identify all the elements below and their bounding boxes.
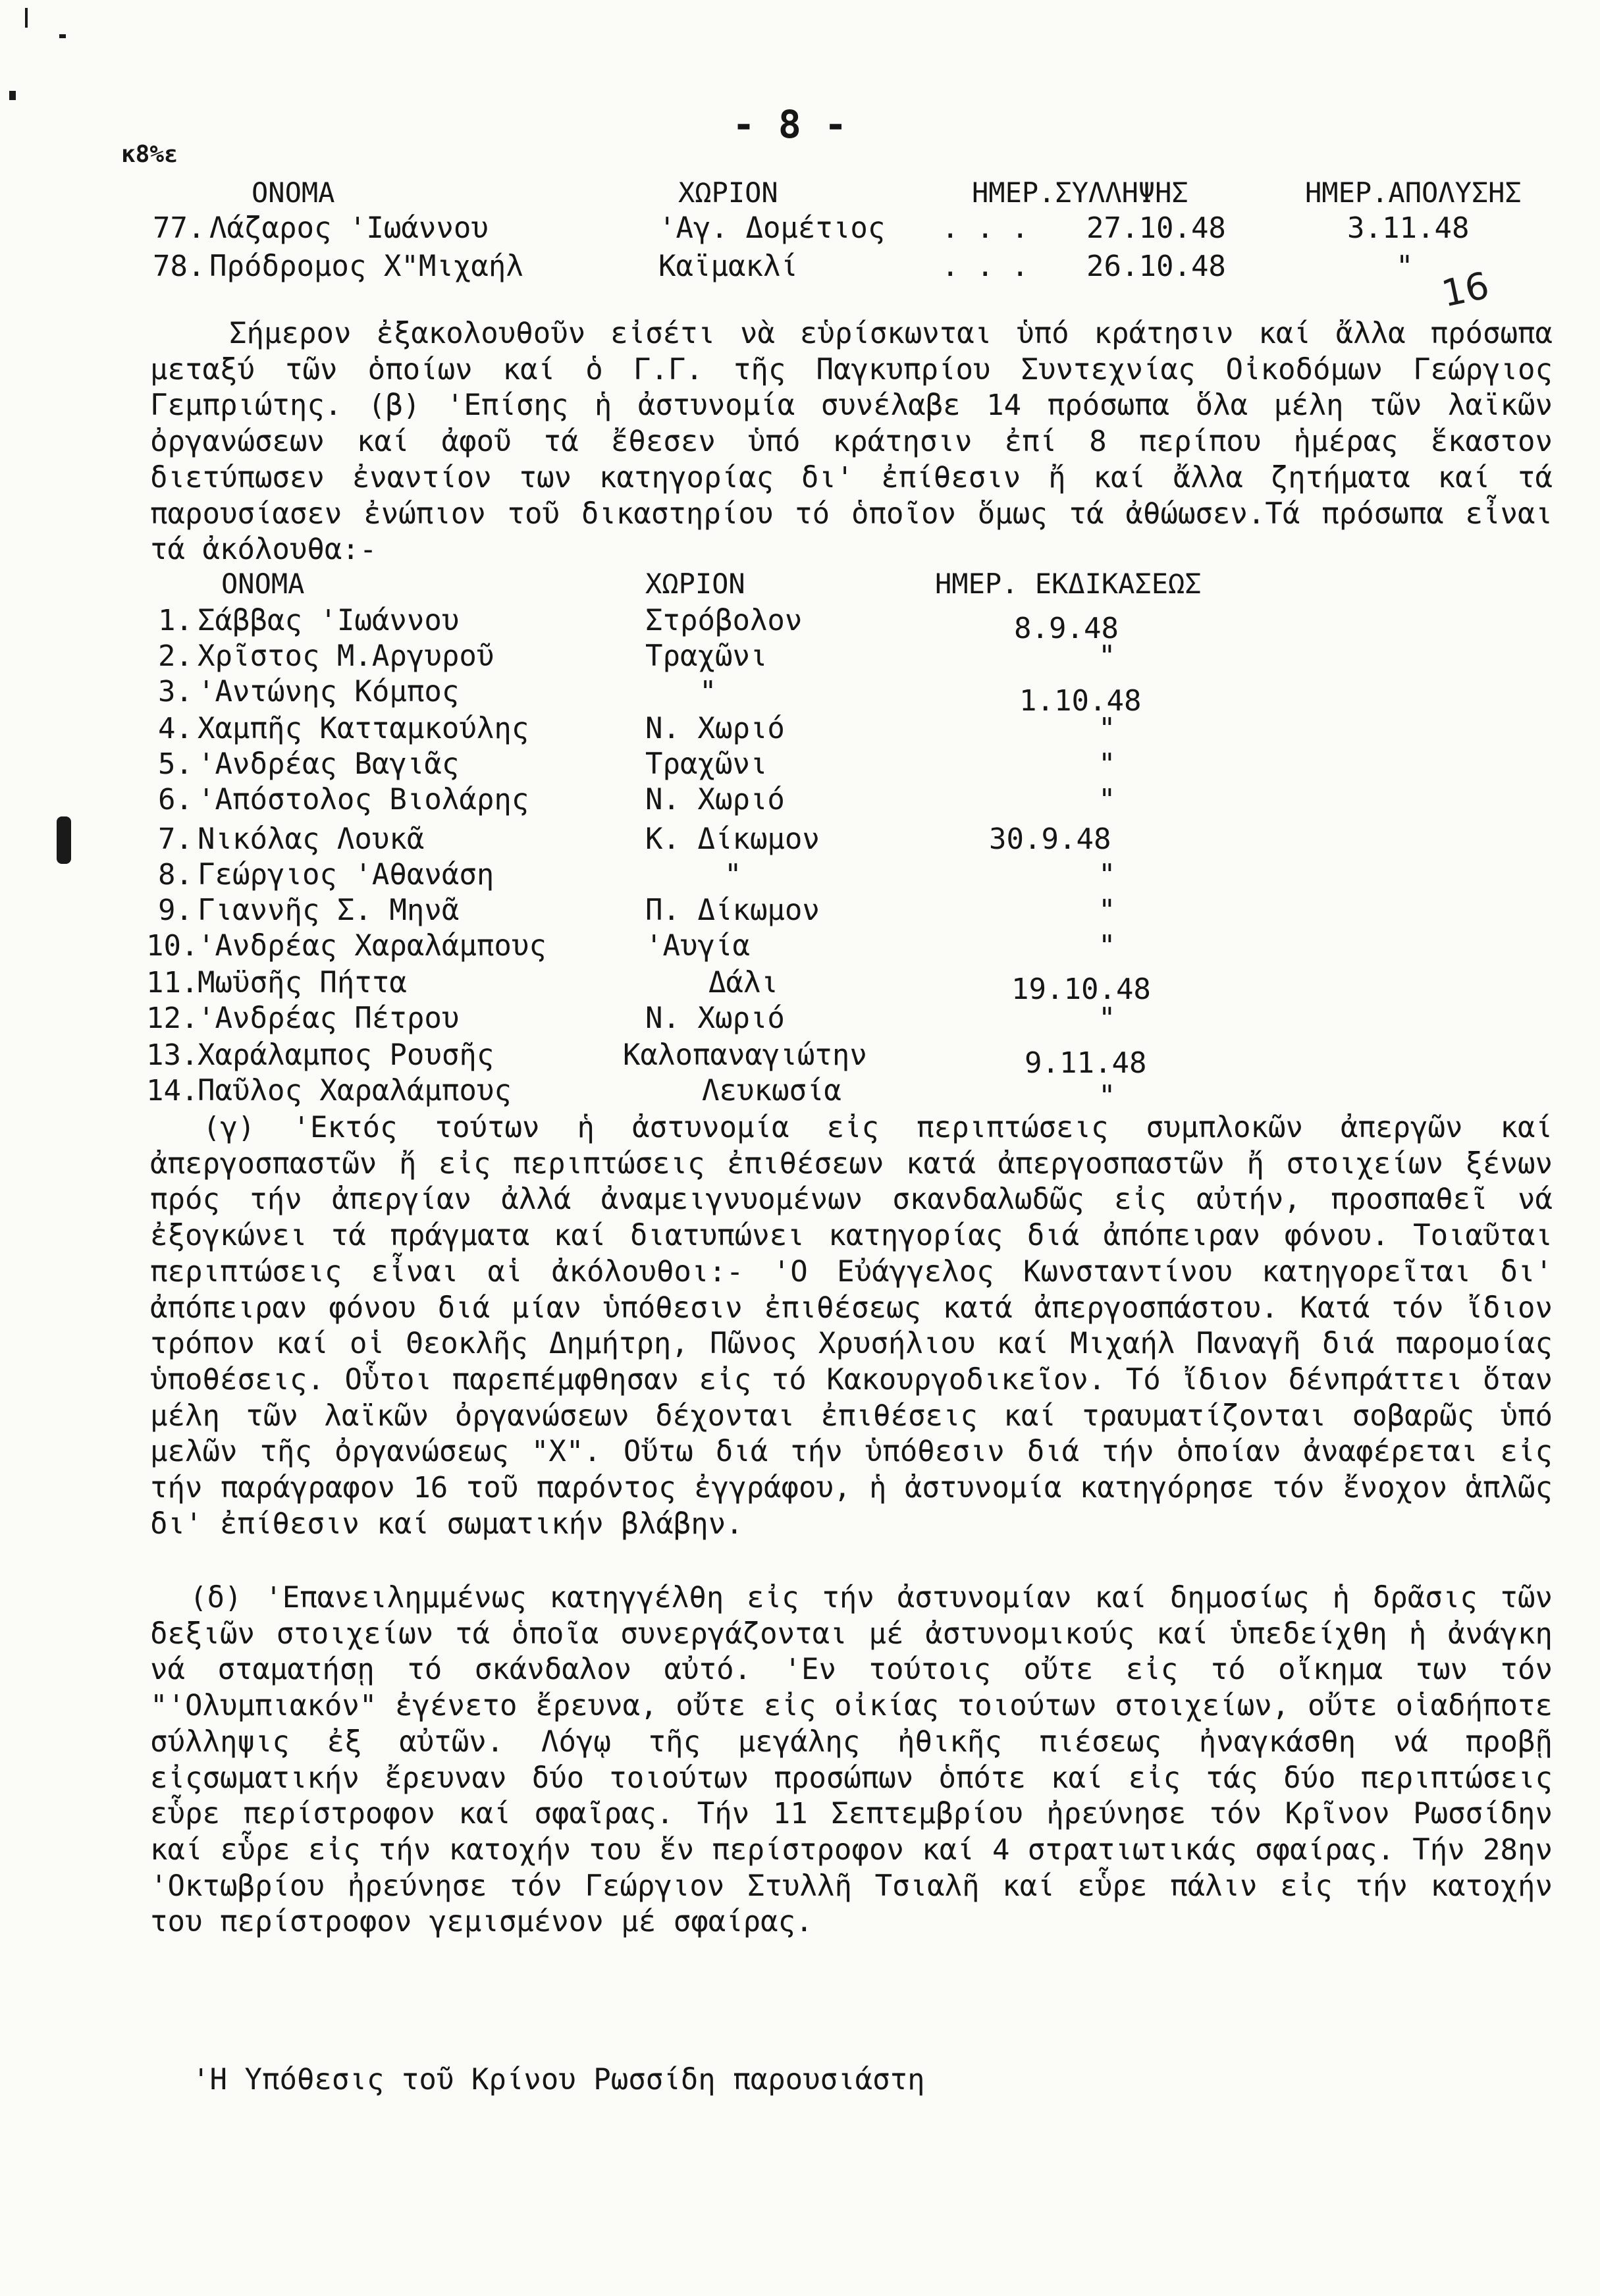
village: Καλοπαναγιώτην [623,1038,867,1072]
row-number: 5. [158,747,193,781]
person-name: Γεώργιος 'Αθανάση [198,858,494,892]
paragraph-detentions: Σήμερον ἐξακολουθοῦν εἰσέτι νὰ εὑρίσκωνται ὑπό κράτησιν καί ἄλλα πρόσωπα μεταξύ τῶν ὁποίων καί ὁ Γ.Γ. τῆς Παγκυπρίου Συντεχνίας Οἰκοδόμων Γεώργιος Γεμπριώτης. (β) 'Επίσης ἡ ἀστυνομία συνέλαβε 14 πρόσωπα ὅλα μέλη τῶν λαϊκῶν ὀργανώσεων καί ἀφοῦ τά ἔθεσεν ὑπό κράτησιν ἐπί 8 περίπου ἡμέρας ἕκαστον διετύπωσεν ἐναντίον των κατηγορίας δι' ἐπίθεσιν ἤ καί ἄλλα ζητήματα καί τά παρουσίασεν ἐνώπιον τοῦ δικαστηρίου τό ὁποῖον ὅμως τά ἀθώωσεν.Τά πρόσωπα εἶναι τά ἀκόλουθα:- [150,317,1553,567]
village: Στρόβολον [645,604,803,637]
table1-header-release-date: ΗΜΕΡ.ΑΠΟΛΥΣΗΣ [1305,176,1522,209]
person-name: Χρῖστος Μ.Αργυροῦ [198,639,494,673]
row-number: 3. [158,675,193,708]
trial-date: " [1098,858,1116,892]
paragraph-accusations: (γ) 'Εκτός τούτων ἡ ἀστυνομία εἰς περιπτώσεις συμπλοκῶν ἀπεργῶν καί ἀπεργοσπαστῶν ἤ εἰς περιπτώσεις ἐπιθέσεων κατά ἀπεργοσπαστῶν ἤ στοιχείων ξένων πρός τήν ἀπεργίαν ἀλλά ἀναμειγνυομένων σκανδαλωδῶς εἰς αὐτήν, προσπαθεῖ νά ἐξογκώνει τά πράγματα καί διατυπώνει κατηγορίας διά ἀπόπειραν φόνου. Τοιαῦται περιπτώσεις εἶναι αἱ ἀκόλουθοι:- 'Ο Εὐάγγελος Κωνσταντίνου κατηγορεῖται δι' ἀπόπειραν φόνου διά μίαν ὑπόθεσιν ἐπιθέσεως κατά ἀπεργοσπάστου. Κατά τόν ἴδιον τρόπον καί οἱ Θεοκλῆς Δημήτρη, Πῶνος Χρυσήλιου καί Μιχαήλ Παναγῆ διά παρομοίας ὑποθέσεις. Οὗτοι παρεπέμφθησαν εἰς τό Κακουργοδικεῖον. Τό ἴδιον δένπράττει ὅταν μέλη τῶν λαϊκῶν ὀργανώσεων δέχονται ἐπιθέσεις καί τραυματίζονται σοβαρῶς ὑπό μελῶν τῆς ὀργανώσεως "Χ". Οὕτω διά τήν ὑπόθεσιν διά τήν ὁποίαν ἀναφέρεται εἰς τήν παράγραφον 16 τοῦ παρόντος ἐγγράφου, ἡ ἀστυνομία κατηγόρησε τόν ἔνοχον ἁπλῶς δι' ἐπίθεσιν καί σωματικήν βλάβην. [150,1111,1553,1541]
person-name: Χαμπῆς Κατταμκούλης [198,712,529,745]
page-number: - 8 - [732,102,847,147]
trial-date: " [1098,712,1116,745]
paragraph-right-wing-elements: (δ) 'Επανειλημμένως κατηγγέλθη εἰς τήν ἀστυνομίαν καί δημοσίως ἡ δρᾶσις τῶν δεξιῶν στοιχείων τά ὁποῖα συνεργάζονται μέ ἀστυνομικούς καί ὑπεδείχθη ἡ ἀνάγκη νά σταματήσῃ τό σκάνδαλον αὐτό. 'Εν τούτοις οὔτε εἰς τό οἴκημα των τόν "'Ολυμπιακόν" ἐγένετο ἔρευνα, οὔτε εἰς οἰκίας τοιούτων στοιχείων, οὔτε οἱαδήποτε σύλληψις ἐξ αὐτῶν. Λόγῳ τῆς μεγάλης ἠθικῆς πιέσεως ἠναγκάσθη νά προβῇ εἰςσωματικήν ἔρευναν δύο τοιούτων προσώπων ὁπότε καί εἰς τάς δύο περιπτώσεις εὗρε περίστροφον καί σφαῖρας. Τήν 11 Σεπτεμβρίου ἠρεύνησε τόν Κρῖνον Ρωσσίδην καί εὗρε εἰς τήν κατοχήν του ἕν περίστροφον καί 4 στρατιωτικάς σφαίρας. Τήν 28ην 'Οκτωβρίου ἠρεύνησε τόν Γεώργιον Στυλλῆ Τσιαλῆ καί εὗρε πάλιν εἰς τήν κατοχήν του περίστροφον γεμισμένον μέ σφαίρας. [150,1581,1553,1939]
row-number: 2. [158,639,193,673]
trial-date: 9.11.48 [1025,1046,1147,1080]
person-name: Μωϋσῆς Πήττα [198,966,407,1000]
row-number: 14. [146,1074,199,1108]
person-name: Πρόδρομος Χ"Μιχαήλ [209,250,523,283]
row-number: 4. [158,712,193,745]
release-date: " [1396,250,1414,283]
trial-date: 30.9.48 [989,822,1111,856]
village: Ν. Χωριό [645,1001,785,1035]
trial-date: 8.9.48 [1014,612,1119,645]
row-number: 7. [158,822,193,856]
person-name: 'Ανδρέας Βαγιᾶς [198,747,460,781]
village: " [724,858,742,892]
row-number: 1. [158,604,193,637]
village: " [699,675,717,708]
trial-date: 19.10.48 [1011,973,1151,1006]
person-name: Σάββας 'Ιωάννου [198,604,460,637]
trial-date: " [1098,1079,1116,1113]
village: Τραχῶνι [645,639,768,673]
trial-date: " [1098,783,1116,816]
row-number: 78. [153,250,205,283]
table1-header-name: ΟΝΟΜΑ [252,176,335,209]
village: Π. Δίκωμον [645,894,820,927]
trial-date: " [1098,1001,1116,1035]
person-name: 'Απόστολος Βιολάρης [198,783,529,816]
handwritten-number: 16 [1438,264,1493,316]
person-name: Παῦλος Χαραλάμπους [198,1074,512,1108]
row-number: 77. [153,211,205,245]
arrest-date: 27.10.48 [1086,211,1226,245]
scan-speck [25,8,28,28]
person-name: Γιαννῆς Σ. Μηνᾶ [198,894,460,927]
person-name: 'Ανδρέας Χαραλάμπους [198,929,547,963]
table2-header-village: ΧΩΡΙΟΝ [645,568,745,600]
village: Κ. Δίκωμον [645,822,820,856]
row-number: 8. [158,858,193,892]
arrest-date: 26.10.48 [1086,250,1226,283]
corner-mark: κ8%ε [121,141,178,168]
table2-header-trial-date: ΗΜΕΡ. ΕΚΔΙΚΑΣΕΩΣ [935,568,1202,600]
village: Λευκωσία [702,1074,841,1108]
leader-dots: . . . [942,250,1029,283]
table2-header-name: ΟΝΟΜΑ [221,568,305,600]
person-name: 'Ανδρέας Πέτρου [198,1001,460,1035]
row-number: 10. [146,929,199,963]
scan-speck [59,34,66,38]
person-name: Χαράλαμπος Ρουσῆς [198,1038,494,1072]
trial-date: 1.10.48 [1019,684,1142,718]
paragraph-rossides-case: 'Η Υπόθεσις τοῦ Κρίνου Ρωσσίδη παρουσιάστη [192,2063,925,2096]
table1-header-village: ΧΩΡΙΟΝ [678,176,778,209]
scan-speck [57,816,71,864]
leader-dots: . . . [942,211,1029,245]
row-number: 12. [146,1001,199,1035]
village: Δάλι [708,966,778,1000]
village: Ν. Χωριό [645,783,785,816]
row-number: 13. [146,1038,199,1072]
row-number: 6. [158,783,193,816]
village: 'Αυγία [645,929,750,963]
scan-speck [9,91,16,100]
person-name: Νικόλας Λουκᾶ [198,822,425,856]
village: Καϊμακλί [658,250,798,283]
village: 'Αγ. Δομέτιος [658,211,886,245]
trial-date: " [1098,894,1116,927]
release-date: 3.11.48 [1347,211,1470,245]
village: Τραχῶνι [645,747,768,781]
row-number: 9. [158,894,193,927]
row-number: 11. [146,966,199,1000]
trial-date: " [1098,639,1116,673]
trial-date: " [1098,747,1116,781]
table1-header-arrest-date: ΗΜΕΡ.ΣΥΛΛΗΨΗΣ [972,176,1188,209]
village: Ν. Χωριό [645,712,785,745]
person-name: Λάζαρος 'Ιωάννου [209,211,489,245]
trial-date: " [1098,929,1116,963]
person-name: 'Αντώνης Κόμπος [198,675,460,708]
